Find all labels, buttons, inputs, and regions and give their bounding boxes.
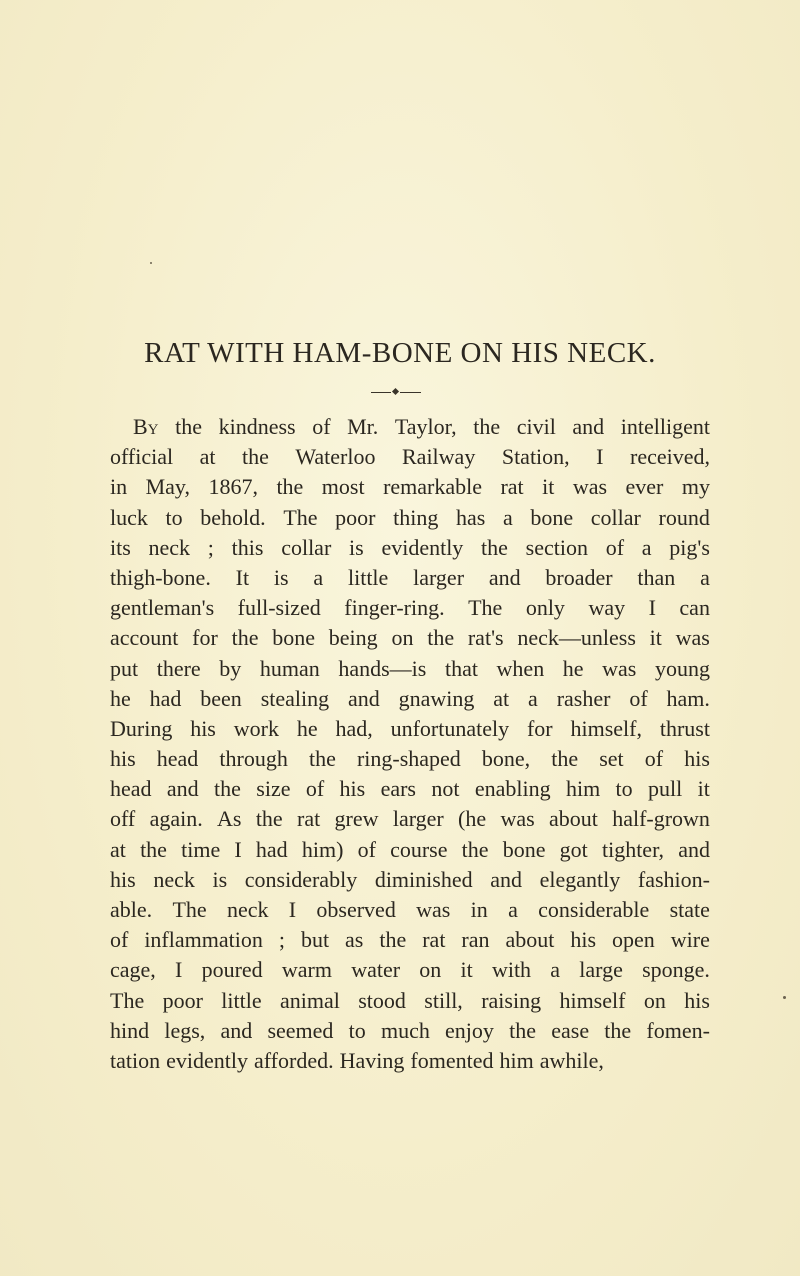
word: gentleman's [110, 595, 215, 621]
word: I [234, 836, 242, 862]
word: can [679, 595, 710, 621]
word: to [615, 776, 633, 802]
word: hind [110, 1017, 150, 1043]
word: there [156, 655, 201, 681]
text-line [110, 744, 710, 774]
word: ease [551, 1017, 590, 1043]
word: As [217, 806, 242, 832]
word: way [588, 595, 626, 621]
word: than [637, 564, 676, 590]
word: has [456, 504, 486, 530]
word: I [648, 595, 656, 621]
word: it [460, 957, 473, 983]
word: The [468, 595, 503, 621]
word: larger [392, 806, 444, 832]
word: enabling [474, 776, 551, 802]
text-line [110, 835, 710, 865]
word: legs, [164, 1017, 206, 1043]
word: received, [630, 444, 710, 470]
text-line [110, 593, 710, 623]
word: the [140, 836, 167, 862]
word: cage, [110, 957, 156, 983]
word: on [391, 625, 414, 651]
word: at [110, 836, 126, 862]
text-line [110, 654, 710, 684]
word: its [110, 534, 131, 560]
word: the [175, 414, 202, 439]
word: bone [502, 836, 546, 862]
word: I [175, 957, 183, 983]
text-line [110, 714, 710, 744]
word: him [565, 776, 601, 802]
word: the [308, 746, 336, 772]
word: Mr. [347, 414, 379, 439]
word: pull [648, 776, 683, 802]
word: luck [110, 504, 148, 530]
word: been [200, 685, 242, 711]
word: it [697, 776, 710, 802]
word: Station, [501, 444, 570, 470]
word: had [149, 685, 182, 711]
text-line [110, 804, 710, 834]
word: bone [530, 504, 574, 530]
word: I [288, 897, 297, 922]
word: the [427, 625, 455, 651]
word: May, [145, 474, 190, 500]
word: being [328, 625, 378, 651]
word: it [542, 474, 555, 500]
word: his [190, 715, 216, 741]
word: and [166, 776, 199, 802]
word: official [110, 444, 174, 470]
word: awhile, [539, 1047, 604, 1073]
word: stood [358, 987, 406, 1013]
word: Having [339, 1047, 405, 1073]
word: diminished [374, 866, 473, 892]
word: of [605, 534, 625, 560]
word: The [283, 504, 318, 530]
word: remarkable [383, 474, 482, 500]
word: thing [393, 504, 439, 530]
word: was [675, 625, 710, 651]
word: had, [335, 715, 373, 741]
word: for [526, 715, 553, 741]
word: kindness [218, 414, 296, 439]
word: when [496, 655, 545, 681]
word: a [528, 685, 538, 711]
word: set [599, 746, 624, 772]
text-line [110, 865, 710, 895]
word: gnawing [398, 685, 475, 711]
word: water [351, 957, 401, 983]
word: a [700, 564, 710, 590]
word: raising [481, 987, 542, 1013]
word: rat's [467, 625, 504, 651]
text-line [110, 503, 710, 533]
word: got [559, 836, 588, 862]
word: himself [559, 987, 626, 1013]
word: to [348, 1017, 366, 1043]
word: off [110, 806, 136, 832]
word: observed [316, 897, 396, 922]
word: finger-ring. [344, 595, 445, 621]
word: was [602, 655, 637, 681]
word: 1867, [208, 474, 258, 500]
word: through [219, 746, 288, 772]
word: afforded. [253, 1047, 334, 1073]
word: enjoy [445, 1017, 494, 1043]
word: little [347, 564, 389, 590]
word: a [508, 897, 518, 922]
word: on [643, 987, 666, 1013]
word: was [572, 474, 608, 500]
word: his [570, 927, 597, 953]
text-line [110, 1016, 710, 1046]
word: tation [110, 1047, 161, 1073]
word: ring-shaped [356, 746, 461, 772]
word: of [644, 746, 664, 772]
word: rat [297, 806, 321, 832]
word: still, [424, 987, 463, 1013]
word: larger [413, 564, 465, 590]
text-line [110, 533, 710, 563]
word: ham. [666, 685, 710, 711]
text-line [110, 563, 710, 593]
word: him [499, 1047, 534, 1073]
word: his [684, 746, 710, 772]
word: was [500, 806, 535, 832]
ornament-divider [371, 388, 421, 398]
word: open [612, 927, 655, 953]
word: a [641, 534, 652, 560]
word: of [629, 685, 648, 711]
word: evidently [381, 534, 464, 560]
body-paragraph [110, 412, 710, 1076]
word: ran [461, 927, 490, 953]
word: his [110, 746, 136, 772]
text-line [110, 955, 710, 985]
word: is [273, 564, 289, 590]
word: he [296, 715, 318, 741]
word: fomented [410, 1047, 494, 1073]
word: not [431, 776, 460, 802]
word: The [172, 897, 207, 922]
word: ears [380, 776, 416, 802]
word: and [572, 414, 605, 439]
word: I [596, 444, 604, 470]
word: section [525, 534, 588, 560]
word: (he [458, 806, 487, 832]
word: only [525, 595, 565, 621]
chapter-heading: RAT WITH HAM-BONE ON HIS NECK. [144, 337, 656, 369]
word: bone [272, 625, 316, 651]
text-line [110, 925, 710, 955]
word: his [110, 866, 136, 892]
paper-speck [783, 996, 786, 999]
word: ; [207, 534, 214, 560]
word: poured [201, 957, 263, 983]
word: again. [149, 806, 203, 832]
word: put [110, 655, 139, 681]
word: warm [281, 957, 332, 983]
word: collar [590, 504, 641, 530]
word: and [348, 685, 380, 711]
word: of [312, 414, 331, 439]
word: head [110, 776, 152, 802]
word: it [649, 625, 662, 651]
word: round [658, 504, 710, 530]
word: in [110, 474, 128, 500]
word: rat [500, 474, 524, 500]
word: neck—unless [517, 625, 636, 651]
word: seemed [267, 1017, 334, 1043]
word: the [379, 927, 407, 953]
text-line [110, 472, 710, 502]
word: bone, [481, 746, 531, 772]
word: head [156, 746, 199, 772]
word: rasher [556, 685, 611, 711]
word: much [380, 1017, 430, 1043]
word: Railway [402, 444, 476, 470]
word: the [481, 534, 508, 560]
word: elegantly [539, 866, 621, 892]
word: the [242, 444, 269, 470]
word: wire [670, 927, 710, 953]
word: neck [226, 897, 269, 922]
word: thrust [659, 715, 710, 741]
word: collar [281, 534, 332, 560]
word: in [470, 897, 488, 922]
word: and [488, 564, 521, 590]
word: thigh-bone. [110, 564, 211, 590]
word: the [509, 1017, 537, 1043]
word: with [491, 957, 532, 983]
word: himself, [570, 715, 642, 741]
word: Taylor, [394, 414, 457, 439]
word: It [235, 564, 250, 590]
word: and [678, 836, 710, 862]
word: of [305, 776, 325, 802]
word: civil [516, 414, 556, 439]
word: the [551, 746, 579, 772]
word: his [684, 987, 710, 1013]
word: half-grown [612, 806, 710, 832]
word: sponge. [642, 957, 710, 983]
word: poor [162, 987, 203, 1013]
word: my [681, 474, 710, 500]
word: was [416, 897, 451, 922]
word: stealing [260, 685, 330, 711]
text-line [110, 442, 710, 472]
word: a [313, 564, 324, 590]
word: state [669, 897, 710, 922]
word: on [419, 957, 442, 983]
word: a [502, 504, 513, 530]
word: During [110, 715, 173, 741]
word: about [548, 806, 598, 832]
text-line [110, 684, 710, 714]
word: size [256, 776, 291, 802]
word: of [357, 836, 376, 862]
word: ; [278, 927, 285, 953]
word: that [444, 655, 478, 681]
word: but [300, 927, 330, 953]
word: able. [110, 897, 153, 922]
word: and [220, 1017, 253, 1043]
word: to [165, 504, 183, 530]
word: this [231, 534, 264, 560]
word: pig's [669, 534, 710, 560]
word: rat [422, 927, 446, 953]
text-line [110, 1046, 710, 1076]
word: account [110, 625, 179, 651]
word: of [110, 927, 129, 953]
word: inflammation [144, 927, 263, 953]
word: as [345, 927, 364, 953]
text-line [110, 986, 710, 1016]
word: is [212, 866, 228, 892]
word: for [192, 625, 218, 651]
paper-speck [150, 262, 152, 264]
word: fomen- [646, 1017, 710, 1043]
word: ever [625, 474, 664, 500]
text-line [110, 895, 710, 925]
word: evidently [166, 1047, 248, 1073]
word: hands—is [338, 655, 427, 681]
word: the [604, 1017, 632, 1043]
word: had [255, 836, 288, 862]
word: animal [279, 987, 340, 1013]
word: human [259, 655, 320, 681]
word: the [255, 806, 283, 832]
word: most [321, 474, 365, 500]
word: the [473, 414, 501, 439]
text-line [110, 774, 710, 804]
word: at [493, 685, 510, 711]
word: intelligent [620, 414, 710, 439]
word: large [579, 957, 623, 983]
word: The [110, 987, 145, 1013]
word: the [276, 474, 304, 500]
word: by [219, 655, 242, 681]
word: the [214, 776, 241, 802]
word: at [199, 444, 216, 470]
word: considerable [538, 897, 650, 922]
word: behold. [200, 504, 266, 530]
word: the [461, 836, 489, 862]
word: neck [148, 534, 191, 560]
word: is [349, 534, 364, 560]
word: fashion- [637, 866, 710, 892]
word: neck [153, 866, 195, 892]
word: full-sized [237, 595, 321, 621]
word: broader [545, 564, 613, 590]
word: little [221, 987, 262, 1013]
word: he [110, 685, 131, 711]
word: he [562, 655, 584, 681]
word: and [490, 866, 522, 892]
word: work [233, 715, 279, 741]
text-line [110, 412, 710, 442]
word: poor [335, 504, 376, 530]
word: the [231, 625, 259, 651]
word: about [505, 927, 555, 953]
word: By [133, 414, 159, 439]
word: time [181, 836, 221, 862]
word: unfortunately [390, 715, 510, 741]
word: considerably [244, 866, 358, 892]
word: him) [301, 836, 344, 862]
text-line [110, 623, 710, 653]
word: a [550, 957, 561, 983]
word: Waterloo [295, 444, 376, 470]
word: course [390, 836, 448, 862]
word: tighter, [601, 836, 665, 862]
word: young [654, 655, 710, 681]
word: his [339, 776, 366, 802]
word: grew [334, 806, 379, 832]
